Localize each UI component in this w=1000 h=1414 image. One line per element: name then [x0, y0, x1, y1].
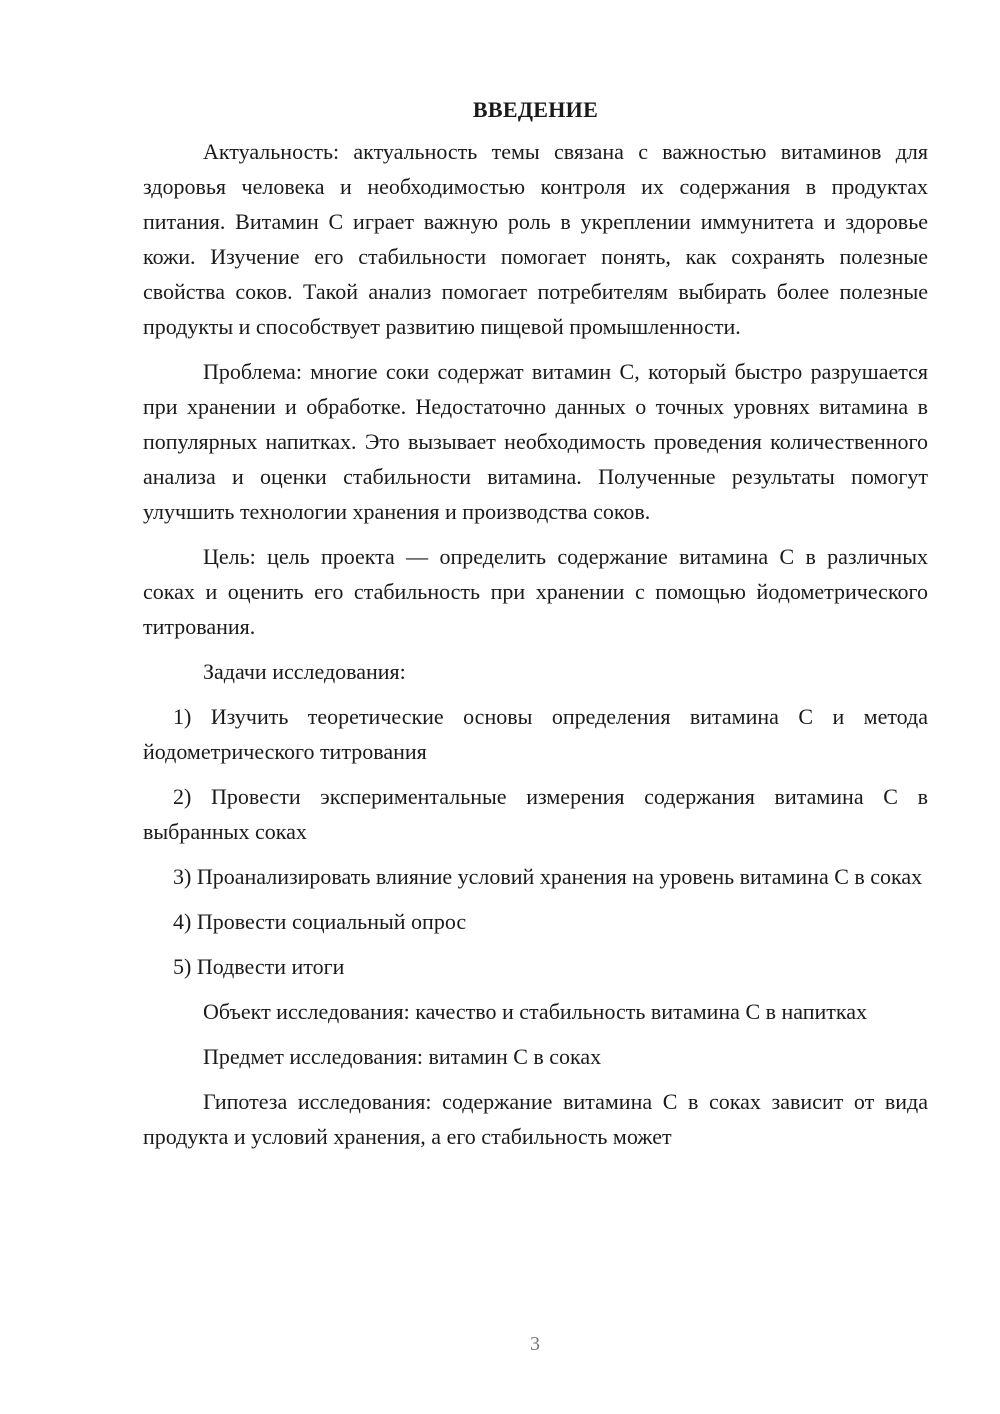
paragraph-goal: Цель: цель проекта — определить содержание витамина С в различных соках и оценить его стабильность при хранении с помощью йодометрического титрования.: [143, 544, 928, 639]
page-number: 3: [530, 1333, 540, 1355]
task-item-2: 2) Провести экспериментальные измерения содержания витамина С в выбранных соках: [143, 784, 928, 844]
paragraph-object: Объект исследования: качество и стабильность витамина С в напитках: [203, 999, 868, 1024]
paragraph-tasks-heading: Задачи исследования:: [203, 659, 406, 684]
task-item-4: 4) Провести социальный опрос: [173, 909, 467, 934]
section-heading: ВВЕДЕНИЕ: [472, 97, 599, 122]
paragraph-hypothesis: Гипотеза исследования: содержание витамина С в соках зависит от вида продукта и условий хранения, а его стабильность может: [143, 1089, 928, 1149]
paragraph-problem: Проблема: многие соки содержат витамин С, который быстро разрушается при хранении и обработке. Недостаточно данных о точных уровнях витамина в популярных напитках. Это вызывает необходимость проведения количественного анализа и оценки стабильности витамина. Полученные результаты помогут улучшить технологии хранения и производства соков.: [143, 359, 928, 524]
paragraph-relevance: Актуальность: актуальность темы связана с важностью витаминов для здоровья человека и необходимостью контроля их содержания в продуктах питания. Витамин С играет важную роль в укреплении иммунитета и здоровье кожи. Изучение его стабильности помогает понять, как сохранять полезные свойства соков. Такой анализ помогает потребителям выбирать более полезные продукты и способствует развитию пищевой промышленности.: [143, 139, 928, 339]
task-item-1: 1) Изучить теоретические основы определения витамина С и метода йодометрического титрования: [143, 704, 928, 764]
document-page: [143, 92, 928, 1164]
task-item-3: 3) Проанализировать влияние условий хранения на уровень витамина С в соках: [173, 864, 923, 889]
task-item-5: 5) Подвести итоги: [173, 954, 345, 979]
paragraph-subject: Предмет исследования: витамин С в соках: [203, 1044, 602, 1069]
